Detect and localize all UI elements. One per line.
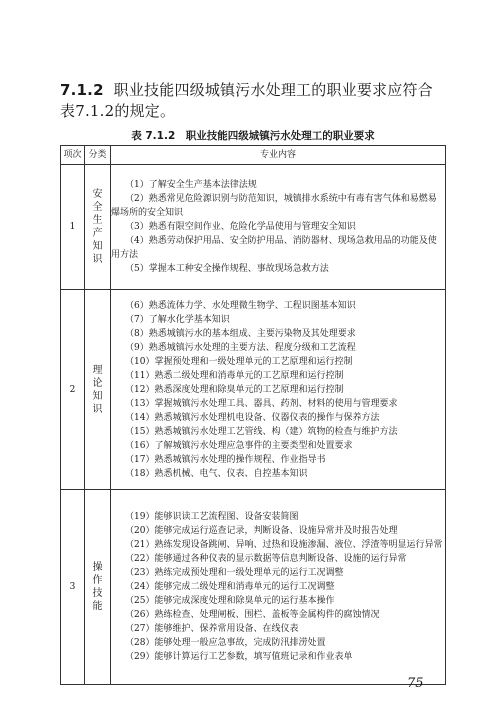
table-row	[61, 490, 446, 685]
row-number: 3	[61, 490, 85, 685]
content-item: （14）熟悉城镇污水处理机电设备、仪器仪表的操作与保养方法	[125, 412, 380, 423]
page-number: 75	[407, 676, 424, 691]
content-item: （13）掌握城镇污水处理工具、器具、药剂、材料的使用与管理要求	[125, 398, 398, 409]
table-header-row	[61, 146, 446, 165]
row-category	[85, 490, 111, 685]
table-row	[61, 290, 446, 490]
content-item: （24）能够完成二级处理和消毒单元的运行工况调整	[125, 582, 335, 592]
content-item: （9）熟悉城镇污水处理的主要方法、程度分级和工艺流程	[125, 342, 356, 353]
content-item: （3）熟悉有限空间作业、危险化学品使用与管理安全知识	[125, 222, 356, 232]
row-category	[85, 290, 111, 490]
row-number: 2	[61, 290, 85, 490]
row-number: 1	[61, 165, 85, 290]
table-row	[61, 165, 446, 290]
content-item: （26）熟练检查、处理闸板、围栏、盖板等金属构件的腐蚀情况	[125, 610, 380, 620]
row-content	[111, 290, 446, 490]
row-content	[111, 490, 446, 685]
content-item: （7）了解水化学基本知识	[125, 314, 230, 325]
content-item: （22）能够通过各种仪表的显示数据等信息判断设备、设施的运行异常	[125, 554, 407, 564]
header-item-no: 项次	[61, 146, 85, 165]
category-label: 理论知识	[92, 364, 103, 415]
header-category: 分类	[85, 146, 111, 165]
content-item: （4）熟悉劳动保护用品、安全防护用品、消防器材、现场急救用品的功能及使用方法	[111, 236, 437, 260]
content-item: （25）能够完成深度处理和除臭单元的运行基本操作	[125, 596, 335, 606]
content-item: （1）了解安全生产基本法律法规	[125, 180, 257, 190]
header-content: 专业内容	[111, 146, 446, 165]
intro-text: 职业技能四级城镇污水处理工的职业要求应符合表7.1.2的规定。	[60, 81, 433, 120]
row-category	[85, 165, 111, 290]
content-item: （21）熟练发现设备跳闸、异响、过热和设施渗漏、液位、浮渣等明显运行异常	[125, 540, 443, 550]
content-item: （11）熟悉二级处理和消毒单元的工艺原理和运行控制	[125, 370, 344, 381]
category-label: 安全生产知识	[92, 189, 103, 265]
content-item: （17）熟悉城镇污水处理的操作规程、作业指导书	[125, 454, 326, 465]
content-item: （29）能够计算运行工艺参数，填写值班记录和作业表单	[125, 652, 353, 662]
content-item: （23）熟练完成预处理和一级处理单元的运行工况调整	[125, 568, 344, 578]
clause-number: 7.1.2	[60, 81, 104, 99]
content-item: （27）能够维护、保养常用设备、在线仪表	[125, 624, 299, 634]
content-item: （19）能够识读工艺流程图、设备安装简图	[125, 512, 299, 522]
content-item: （10）掌握预处理和一级处理单元的工艺原理和运行控制	[125, 356, 353, 367]
content-item: （5）掌握本工种安全操作规程、事故现场急救方法	[125, 264, 329, 274]
intro-paragraph	[60, 80, 446, 122]
content-item: （8）熟悉城镇污水的基本组成、主要污染物及其处理要求	[125, 328, 356, 339]
content-item: （20）能够完成运行巡查记录，判断设备、设施异常并及时报告处理	[125, 526, 398, 536]
content-item: （28）能够处理一般应急事故，完成防汛排涝处置	[125, 638, 326, 648]
table-caption: 表 7.1.2 职业技能四级城镇污水处理工的职业要求	[131, 130, 375, 142]
category-label: 操作技能	[92, 562, 103, 612]
content-item: （18）熟悉机械、电气、仪表、自控基本知识	[125, 468, 308, 479]
content-item: （16）了解城镇污水处理应急事件的主要类型和处置要求	[125, 440, 353, 451]
content-item: （2）熟悉常见危险源识别与防范知识，城镇排水系统中有毒有害气体和易燃易爆场所的安全知识	[111, 194, 437, 218]
requirements-table	[60, 145, 446, 685]
row-content	[111, 165, 446, 290]
content-item: （12）熟悉深度处理和除臭单元的工艺原理和运行控制	[125, 384, 344, 395]
content-item: （15）熟悉城镇污水处理工艺管线、构（建）筑物的检查与维护方法	[125, 426, 398, 437]
content-item: （6）熟悉流体力学、水处理微生物学、工程识图基本知识	[125, 300, 356, 311]
